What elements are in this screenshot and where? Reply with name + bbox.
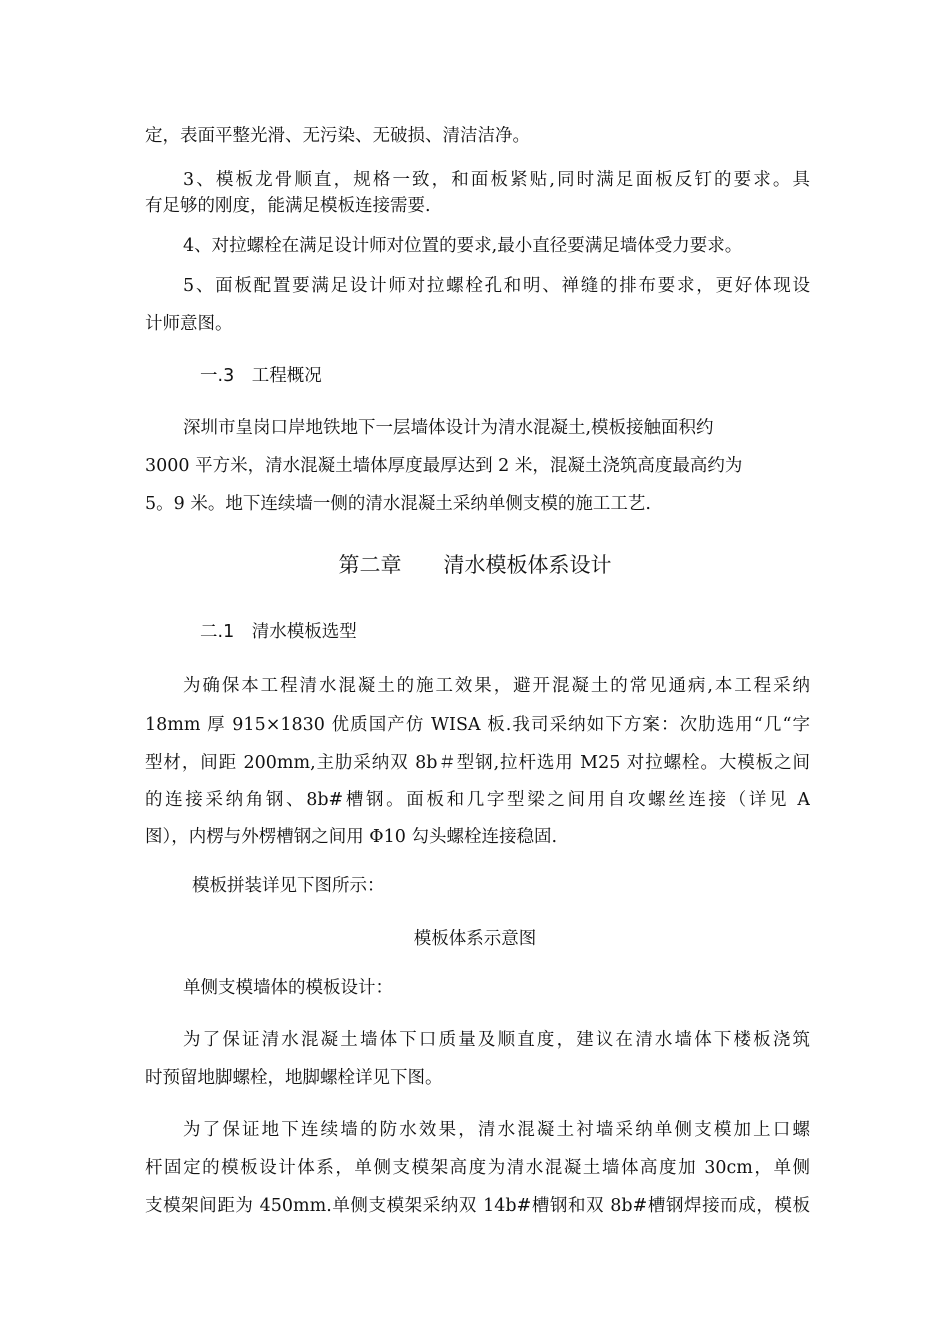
paragraph-line: 5、面板配置要满足设计师对拉螺栓孔和明、禅缝的排布要求，更好体现设 — [183, 276, 810, 296]
paragraph-line: 的连接采纳角钢、8b#槽钢。面板和几字型梁之间用自攻螺丝连接（详见 A — [145, 790, 810, 810]
chapter-title: 第二章 清水模板体系设计 — [338, 553, 612, 577]
paragraph-line: 3、模板龙骨顺直，规格一致，和面板紧贴,同时满足面板反钉的要求。具 — [183, 170, 810, 190]
paragraph-line: 为了保证地下连续墙的防水效果，清水混凝土衬墙采纳单侧支模加上口螺 — [183, 1120, 810, 1140]
paragraph-line: 单侧支模墙体的模板设计： — [183, 978, 393, 998]
paragraph-line: 定，表面平整光滑、无污染、无破损、清洁洁净。 — [145, 126, 530, 146]
paragraph-line: 为了保证清水混凝土墙体下口质量及顺直度，建议在清水墙体下楼板浇筑 — [183, 1030, 810, 1050]
paragraph-line: 模板拼装详见下图所示： — [192, 876, 385, 896]
section-heading-2-1: 二.1 清水模板选型 — [200, 622, 357, 642]
section-heading-1-3: 一.3 工程概况 — [200, 366, 322, 386]
paragraph-line: 3000 平方米，清水混凝土墙体厚度最厚达到 2 米，混凝土浇筑高度最高约为 — [145, 456, 743, 476]
paragraph-line: 4、对拉螺栓在满足设计师对位置的要求,最小直径要满足墙体受力要求。 — [183, 236, 743, 256]
paragraph-line: 时预留地脚螺栓，地脚螺栓详见下图。 — [145, 1068, 443, 1088]
paragraph-line: 计师意图。 — [145, 314, 233, 334]
paragraph-line: 型材，间距 200mm,主肋采纳双 8b＃型钢,拉杆选用 M25 对拉螺栓。大模板之间 — [145, 753, 810, 773]
paragraph-line: 有足够的刚度，能满足模板连接需要. — [145, 196, 431, 216]
figure-caption: 模板体系示意图 — [413, 929, 537, 949]
paragraph-line: 18mm 厚 915×1830 优质国产仿 WISA 板.我司采纳如下方案：次肋选用“几“字 — [145, 715, 810, 735]
paragraph-line: 5。9 米。地下连续墙一侧的清水混凝土采纳单侧支模的施工工艺. — [145, 494, 651, 514]
paragraph-line: 图），内楞与外楞槽钢之间用 Φ10 勾头螺栓连接稳固. — [145, 827, 558, 847]
paragraph-line: 杆固定的模板设计体系，单侧支模架高度为清水混凝土墙体高度加 30cm，单侧 — [145, 1158, 810, 1178]
paragraph-line: 支模架间距为 450mm.单侧支模架采纳双 14b#槽钢和双 8b#槽钢焊接而成，模板 — [145, 1196, 810, 1216]
paragraph-line: 为确保本工程清水混凝土的施工效果，避开混凝土的常见通病,本工程采纳 — [183, 676, 810, 696]
paragraph-line: 深圳市皇岗口岸地铁地下一层墙体设计为清水混凝土,模板接触面积约 — [183, 418, 714, 438]
